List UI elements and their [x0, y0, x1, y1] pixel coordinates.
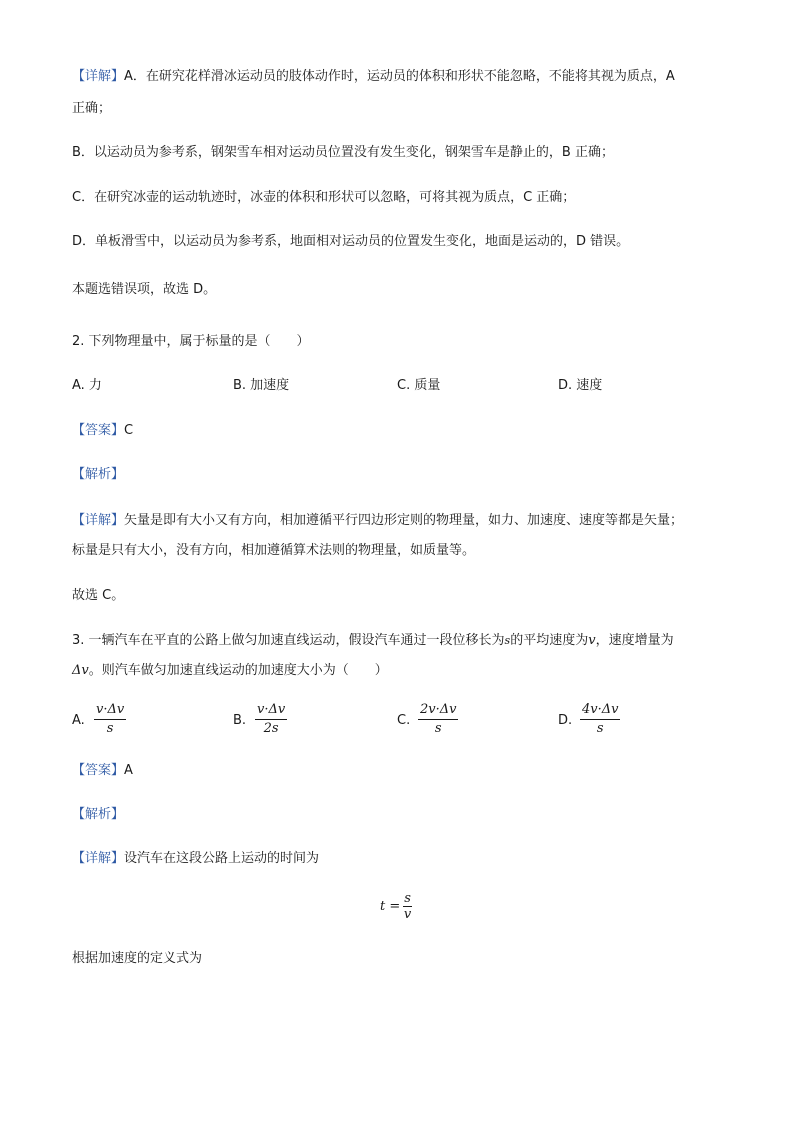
fraction-denominator: s — [106, 721, 114, 736]
fraction-denominator: s — [434, 721, 442, 736]
q3-stem-b: 的平均速度为 — [510, 633, 589, 648]
q3-option-c-fraction — [418, 702, 458, 737]
q3-stem-dv: Δv — [72, 663, 89, 678]
answer-tag: 【答案】 — [72, 423, 125, 438]
fraction-numerator: 4v·Δv — [580, 702, 620, 720]
q1-conclusion: 本题选错误项，故选 D。 — [72, 282, 217, 297]
q3-stem-v: v — [588, 633, 596, 648]
q3-explain-text1: 设汽车在这段公路上运动的时间为 — [124, 851, 320, 866]
equation-lhs: t = — [380, 899, 401, 914]
q1-explain-line1b: 正确； — [72, 101, 112, 116]
q3-option-a-fraction — [94, 702, 126, 737]
q3-stem-line1 — [72, 632, 674, 650]
q2-analysis-tag: 【解析】 — [72, 467, 125, 482]
q1-explain-line1 — [72, 68, 675, 86]
fraction-numerator: 2v·Δv — [418, 702, 458, 720]
time-equation — [380, 891, 412, 922]
q2-stem: 2. 下列物理量中，属于标量的是（ ） — [72, 334, 310, 349]
q3-answer — [72, 762, 133, 780]
fraction-numerator: v·Δv — [94, 702, 126, 720]
q3-option-b-label: B. — [233, 713, 247, 728]
q3-stem-rest: 。则汽车做匀加速直线运动的加速度大小为（ ） — [88, 663, 388, 678]
q3-stem-c: ，速度增量为 — [595, 633, 674, 648]
q2-option-a: A. 力 — [72, 378, 102, 393]
q3-explain-line1 — [72, 850, 319, 868]
q2-option-b: B. 加速度 — [233, 378, 290, 393]
q1-explain-c: C．在研究冰壶的运动轨迹时，冰壶的体积和形状可以忽略，可将其视为质点，C 正确； — [72, 190, 576, 205]
q2-answer-value: C — [124, 423, 134, 438]
q3-option-b-fraction — [255, 702, 287, 737]
q1-explain-b: B．以运动员为参考系，钢架雪车相对运动员位置没有发生变化，钢架雪车是静止的，B 正确； — [72, 145, 614, 160]
fraction-denominator: 2s — [263, 721, 279, 736]
detail-tag: 【详解】 — [72, 851, 125, 866]
q3-stem-line2 — [72, 662, 388, 680]
detail-tag: 【详解】 — [72, 513, 125, 528]
q2-conclusion: 故选 C。 — [72, 588, 125, 603]
equation-fraction — [403, 891, 412, 922]
fraction-numerator: v·Δv — [255, 702, 287, 720]
q3-stem-s: s — [504, 634, 511, 647]
q3-answer-value: A — [124, 763, 133, 778]
detail-tag: 【详解】 — [72, 69, 125, 84]
q3-option-c-label: C. — [397, 713, 411, 728]
q1-explain-d: D．单板滑雪中，以运动员为参考系，地面相对运动员的位置发生变化，地面是运动的，D 错误。 — [72, 234, 630, 249]
q2-explain-text1: 矢量是即有大小又有方向，相加遵循平行四边形定则的物理量，如力、加速度、速度等都是矢量； — [124, 513, 684, 528]
q3-stem-a: 3. 一辆汽车在平直的公路上做匀加速直线运动，假设汽车通过一段位移长为 — [72, 633, 505, 648]
q2-answer — [72, 422, 133, 440]
q2-option-c: C. 质量 — [397, 378, 441, 393]
q3-explain-line2: 根据加速度的定义式为 — [72, 951, 203, 966]
equation-numerator: s — [404, 891, 411, 906]
q3-option-a-label: A. — [72, 713, 85, 728]
q3-analysis-tag: 【解析】 — [72, 807, 125, 822]
q2-explain-line1 — [72, 512, 683, 530]
q1-explain-a: A．在研究花样滑冰运动员的肢体动作时，运动员的体积和形状不能忽略，不能将其视为质点，A — [124, 69, 675, 84]
q2-option-d: D. 速度 — [558, 378, 603, 393]
answer-tag: 【答案】 — [72, 763, 125, 778]
q3-option-d-fraction — [580, 702, 620, 737]
q2-explain-line2: 标量是只有大小，没有方向，相加遵循算术法则的物理量，如质量等。 — [72, 543, 476, 558]
fraction-denominator: s — [596, 721, 604, 736]
q3-option-d-label: D. — [558, 713, 573, 728]
equation-denominator: v — [403, 907, 412, 922]
